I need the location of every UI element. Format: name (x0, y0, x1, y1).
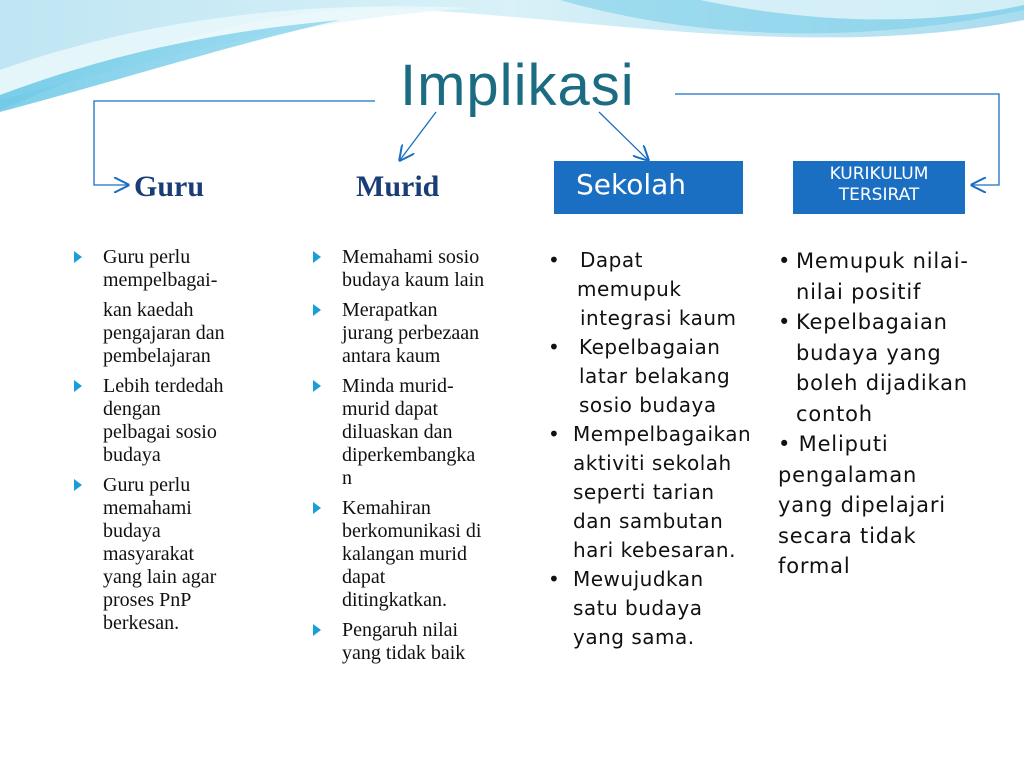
list-line: yang dipelajari (778, 493, 946, 517)
list-line: Mewujudkan (573, 567, 704, 591)
sekolah-column (548, 246, 780, 652)
guru-item (74, 375, 274, 467)
list-line: jurang perbezaan (342, 322, 480, 344)
list-line: berkesan. (103, 612, 180, 634)
page-title: Implikasi (400, 53, 635, 118)
list-line: diluaskan dan (342, 421, 453, 443)
list-line: nilai positif (796, 279, 922, 304)
list-line: secara tidak (778, 523, 917, 548)
list-line: contoh (796, 401, 873, 426)
list-line: memahami (103, 497, 192, 519)
list-line: satu budaya (573, 596, 703, 620)
list-line: pelbagai sosio (103, 421, 217, 443)
list-line: Memupuk nilai- (796, 249, 969, 273)
arrow-bullet-icon (313, 251, 321, 263)
list-line: yang lain agar (103, 566, 217, 588)
list-line: seperti tarian (573, 480, 715, 504)
list-line: berkomunikasi di (342, 520, 482, 542)
list-line: budaya (103, 444, 161, 466)
list-line: hari kebesaran. (573, 538, 736, 562)
murid-item (313, 497, 535, 612)
guru-item (74, 474, 274, 635)
kurikulum-column (778, 246, 1018, 582)
arrow-bullet-icon (313, 380, 321, 392)
list-line: aktiviti sekolah (573, 451, 732, 475)
list-line: Guru perlu (103, 246, 191, 268)
sekolah-item (548, 246, 780, 333)
list-line: masyarakat (103, 543, 195, 565)
list-line: pengajaran dan (103, 322, 225, 344)
list-line-text: Meliputi (798, 432, 889, 456)
list-line (778, 429, 1018, 460)
list-line: budaya kaum lain (342, 269, 485, 291)
list-line: Kemahiran (342, 497, 431, 519)
list-line: n (342, 467, 352, 489)
list-line: Minda murid- (342, 375, 454, 397)
bullet-dot: • (548, 248, 561, 272)
murid-item (313, 375, 535, 490)
bullet-dot: • (778, 249, 792, 273)
list-line: Mempelbagaikan (573, 422, 752, 446)
header-sekolah: Sekolah (576, 168, 687, 201)
list-line: diperkembangka (342, 444, 476, 466)
list-line: pembelajaran (103, 345, 211, 367)
kurikulum-item (778, 429, 1018, 582)
list-line: ditingkatkan. (342, 589, 447, 611)
sekolah-item (548, 420, 780, 565)
list-line: yang sama. (573, 625, 695, 649)
list-line: kalangan murid (342, 543, 467, 565)
murid-column (313, 246, 535, 672)
arrow-bullet-icon (74, 479, 82, 491)
arrow-bullet-icon (74, 251, 82, 263)
list-line: Kepelbagaian (796, 310, 948, 334)
list-line: Merapatkan (342, 299, 438, 321)
list-line: dan sambutan (573, 509, 724, 533)
list-line: Memahami sosio (342, 246, 480, 268)
list-line: Guru perlu (103, 474, 191, 496)
sekolah-item (548, 333, 780, 420)
bullet-dot: • (548, 335, 561, 359)
list-line: latar belakang (579, 364, 731, 388)
list-line: budaya (103, 520, 161, 542)
header-guru: Guru (134, 170, 205, 203)
list-line: yang tidak baik (342, 642, 466, 664)
list-line: sosio budaya (579, 393, 717, 417)
list-line: boleh dijadikan (796, 371, 968, 395)
murid-item (313, 299, 535, 368)
connector-to-sekolah (599, 112, 648, 160)
list-line: kan kaedah (103, 299, 194, 321)
murid-item (313, 246, 535, 292)
kurikulum-item (778, 246, 1018, 307)
guru-item (74, 246, 274, 368)
header-kurikulum-box (793, 161, 965, 214)
list-line: murid dapat (342, 398, 439, 420)
list-line: Dapat (580, 248, 643, 272)
bullet-dot: • (778, 310, 792, 334)
header-kurikulum-line1: KURIKULUM (829, 164, 929, 184)
header-kurikulum-line2: TERSIRAT (838, 185, 920, 205)
list-line: dengan (103, 398, 161, 420)
header-sekolah-box (554, 161, 743, 214)
connector-to-murid (400, 112, 436, 160)
list-line: antara kaum (342, 345, 441, 367)
arrow-bullet-icon (313, 304, 321, 316)
list-line: Pengaruh nilai (342, 619, 459, 641)
arrow-bullet-icon (313, 502, 321, 514)
list-line: budaya yang (796, 340, 942, 365)
list-line: proses PnP (103, 589, 192, 611)
list-line: Lebih terdedah (103, 375, 224, 397)
bullet-dot: • (548, 567, 561, 591)
list-line: dapat (342, 566, 386, 588)
murid-item (313, 619, 535, 665)
arrow-bullet-icon (74, 380, 82, 392)
list-line: formal (778, 554, 851, 578)
kurikulum-item (778, 307, 1018, 429)
list-line: mempelbagai- (103, 269, 218, 291)
list-line: Kepelbagaian (579, 335, 721, 359)
list-line: integrasi kaum (580, 306, 737, 330)
sekolah-item (548, 565, 780, 652)
guru-column (74, 246, 274, 642)
list-line: memupuk (577, 277, 682, 301)
arrow-bullet-icon (313, 624, 321, 636)
list-line: pengalaman (778, 462, 918, 487)
bullet-dot: • (548, 422, 561, 446)
header-murid: Murid (356, 170, 440, 203)
bullet-dot: • (778, 432, 792, 456)
